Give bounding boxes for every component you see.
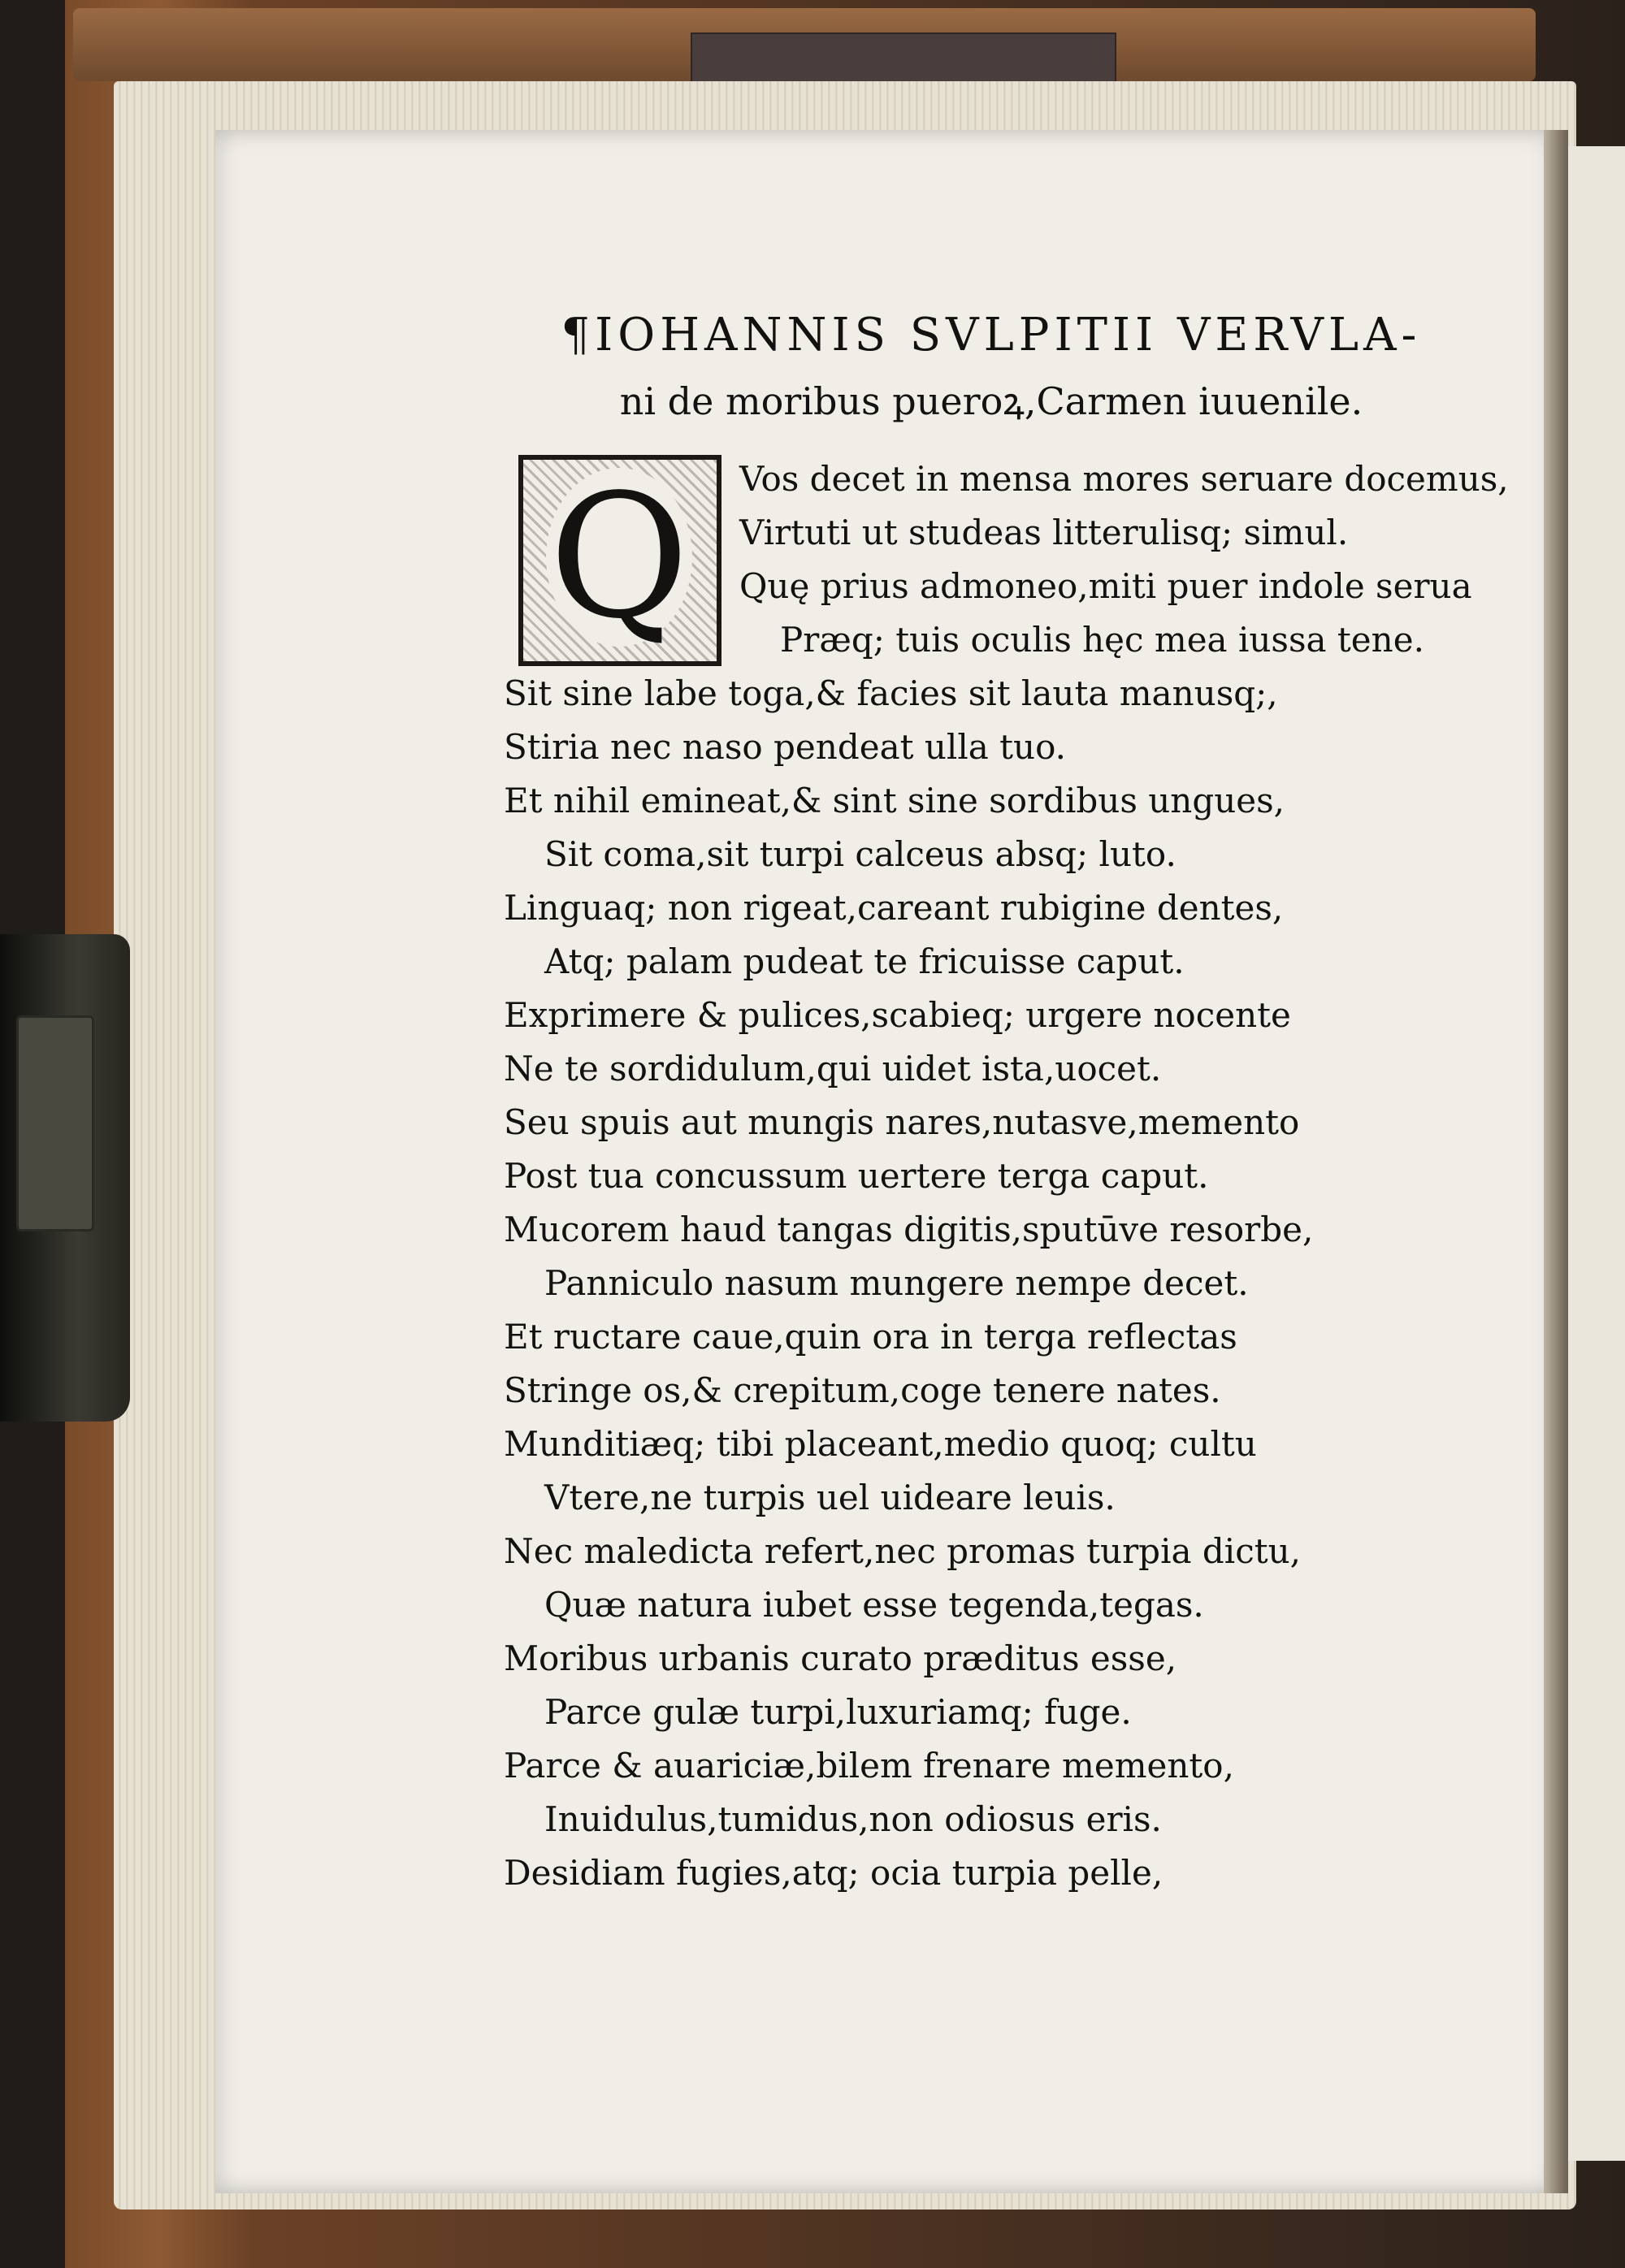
clasp-plate	[16, 1015, 94, 1231]
decorated-initial	[518, 455, 722, 666]
verse-line: Moribus urbanis curato præditus esse,	[504, 1638, 1177, 1678]
verse-line: Præq; tuis oculis hęc mea iussa tene.	[780, 620, 1424, 660]
verse-line: Inuidulus,tumidus,non odiosus eris.	[544, 1799, 1162, 1839]
verse-line: Desidiam fugies,atq; ocia turpia pelle,	[504, 1853, 1164, 1893]
verse-line: Quę prius admoneo,miti puer indole serua	[739, 566, 1472, 606]
verse-line: Parce gulæ turpi,luxuriamq; fuge.	[544, 1692, 1132, 1732]
right-page-edge	[1568, 146, 1625, 2161]
verse-line: Virtuti ut studeas litterulisq; simul.	[739, 513, 1349, 552]
page-gutter	[1544, 130, 1568, 2193]
verse-line: Stiria nec naso pendeat ulla tuo.	[504, 727, 1066, 767]
verse-line: Post tua concussum uertere terga caput.	[504, 1156, 1209, 1196]
verse-line: Exprimere & pulices,scabieq; urgere nocente	[504, 995, 1291, 1035]
verse-line: Mucorem haud tangas digitis,sputūve resorbe,	[504, 1210, 1314, 1249]
verse-line: Vos decet in mensa mores seruare docemus,	[739, 459, 1509, 499]
verse-line: Nec maledicta refert,nec promas turpia dictu,	[504, 1531, 1302, 1571]
verse-line: Quæ natura iubet esse tegenda,tegas.	[544, 1585, 1204, 1625]
verse-line: Sit sine labe toga,& facies sit lauta manusq;,	[504, 673, 1278, 713]
verse-line: Linguaq; non rigeat,careant rubigine dentes,	[504, 888, 1284, 928]
verse-line: Et ructare caue,quin ora in terga reflectas	[504, 1317, 1237, 1357]
verse-line: Ne te sordidulum,qui uidet ista,uocet.	[504, 1049, 1162, 1089]
verse-line: Stringe os,& crepitum,coge tenere nates.	[504, 1370, 1221, 1410]
verse-line: Panniculo nasum mungere nempe decet.	[544, 1263, 1249, 1303]
page-title: ¶IOHANNIS SVLPITII VERVLA-	[561, 309, 1422, 361]
verse-line: Sit coma,sit turpi calceus absq; luto.	[544, 834, 1176, 874]
verse-line: Vtere,ne turpis uel uideare leuis.	[544, 1478, 1116, 1517]
verse-line: Munditiæq; tibi placeant,medio quoq; cultu	[504, 1424, 1257, 1464]
spine-label	[691, 32, 1116, 84]
initial-letter: Q	[546, 468, 692, 647]
page-subtitle: ni de moribus pueroꝝ,Carmen iuuenile.	[619, 379, 1363, 423]
verse-line: Parce & auariciæ,bilem frenare memento,	[504, 1746, 1234, 1785]
verse-line: Seu spuis aut mungis nares,nutasve,memento	[504, 1102, 1300, 1142]
verse-line: Atq; palam pudeat te fricuisse caput.	[544, 941, 1185, 981]
verse-line: Et nihil emineat,& sint sine sordibus ungues,	[504, 781, 1285, 820]
